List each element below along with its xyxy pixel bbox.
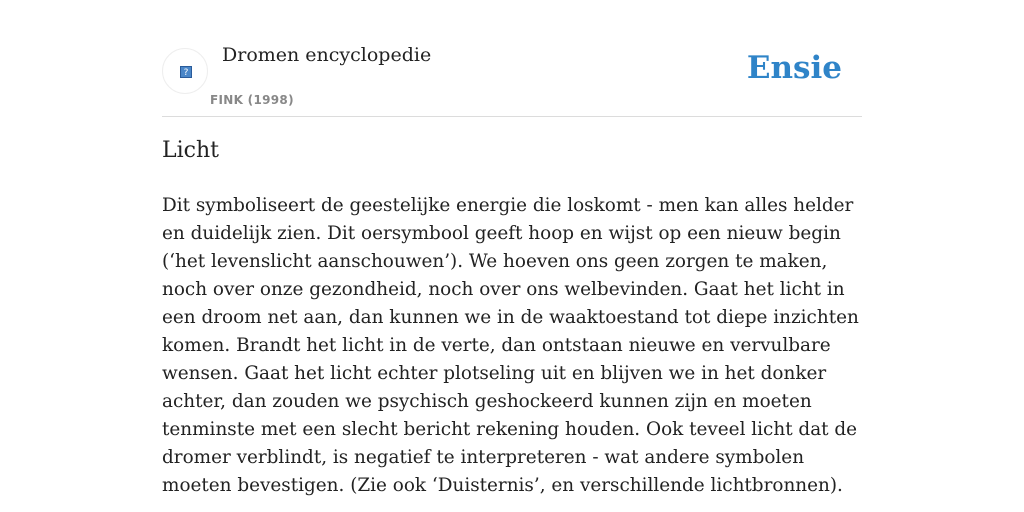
entry-title: Licht — [162, 138, 219, 163]
source-title[interactable]: Dromen encyclopedie — [222, 44, 432, 66]
entry-body: Dit symboliseert de geestelijke energie die loskomt - men kan alles helder en duidelijk zien. Dit oersymbool geeft hoop en wijst op een nieuw begin (‘het levenslicht aanschouwen’). We hoeven ons geen zorgen te maken, noch over onze gezondheid, noch over ons welbevinden. Gaat het licht in een droom net aan, dan kunnen we in de waaktoestand tot diepe inzichten komen. Brandt het licht in de verte, dan ontstaan nieuwe en vervulbare wensen. Gaat het licht echter plotseling uit en blijven we in het donker achter, dan zouden we psychisch geshockeerd kunnen zijn en moeten tenminste met een slecht bericht rekening houden. Ook teveel licht dat de dromer verblindt, is negatief te interpreteren - wat andere symbolen moeten bevestigen. (Zie ook ‘Duisternis’, en verschillende lichtbronnen). — [162, 195, 859, 496]
brand-logo[interactable]: Ensie — [746, 50, 842, 86]
source-author: FINK (1998) — [210, 93, 294, 107]
source-logo[interactable] — [162, 48, 208, 94]
question-mark-icon: ? — [180, 66, 192, 78]
source-header — [162, 40, 862, 117]
